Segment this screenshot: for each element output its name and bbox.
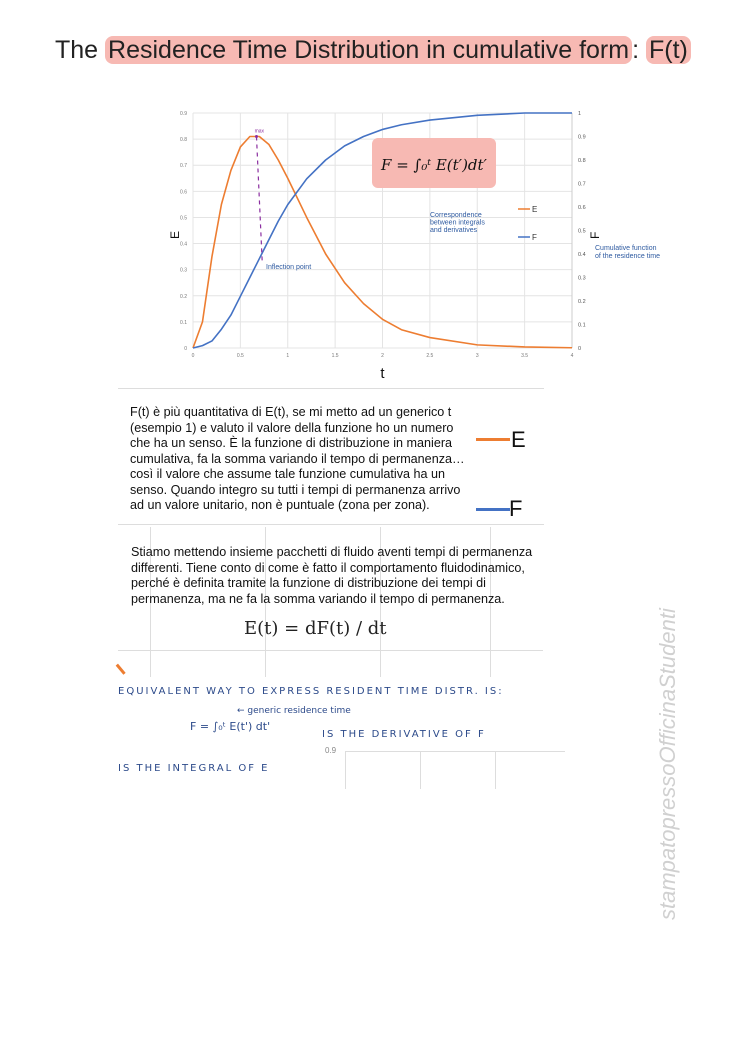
tick-label: 0.9	[325, 746, 337, 755]
handwritten-derivative: IS THE DERIVATIVE OF F	[322, 729, 486, 740]
handwritten-f-integral: F = ∫₀ᵗ E(t') dt'	[190, 720, 271, 733]
max-point	[255, 135, 258, 138]
correspondence-label: and derivatives	[430, 227, 478, 234]
paragraph-f-quantitative: F(t) è più quantitativa di E(t), se mi metto ad un generico t (esempio 1) e valuto il valore della funzione ho un numero che ha un senso. È la funzione di distribuzione in maniera cumulativa, fa la somma variando il tempo di permanenza… così il valore che assume tale funzione cumulativa ha un senso. Quando integro su tutti i tempi di permanenza arrivo ad un valore unitario, non è puntuale (zona per zona).	[130, 405, 465, 512]
y-right-tick-label: 0.4	[578, 252, 586, 258]
handwritten-e-derivative: E(t) = dF(t) / dt	[244, 618, 387, 639]
legend-F-label: F	[532, 233, 537, 242]
title-ft: F(t)	[646, 36, 691, 64]
x-tick-label: 0	[191, 353, 195, 359]
cumulative-label: Cumulative function	[595, 245, 657, 252]
y-left-tick-label: 0	[184, 346, 187, 352]
correspondence-label: Correspondence	[430, 212, 482, 219]
title-sep: :	[632, 36, 646, 64]
y-right-tick-label: 0	[578, 346, 582, 352]
legend-E-label: E	[532, 205, 538, 214]
y-right-tick-label: 0.3	[578, 275, 586, 282]
rtd-chart	[170, 100, 690, 390]
y-right-axis-label: F	[588, 231, 602, 239]
title-prefix: The	[55, 36, 106, 64]
y-right-tick-label: 0.8	[578, 158, 586, 164]
page-title	[55, 36, 691, 65]
legend-f-label: F	[509, 496, 523, 521]
y-left-tick-label: 0.5	[180, 215, 187, 222]
y-left-tick-label: 0.1	[180, 319, 187, 326]
watermark: stampatopressoOfficinaStudenti	[655, 608, 680, 920]
y-right-tick-label: 1	[578, 111, 582, 117]
legend-e-line	[476, 438, 510, 441]
y-left-tick-label: 0.3	[180, 267, 187, 274]
y-left-tick-label: 0.7	[180, 163, 187, 170]
x-axis-label: t	[380, 365, 385, 382]
paragraph-fluid-packets: Stiamo mettendo insieme pacchetti di fluido aventi tempi di permanenza differenti. Tiene conto di come è fatto il comportamento fluidodinamico, perché è definita tramite la funzione di distribuzione dei tempi di permanenza, ma ne fa la somma variando il tempo di permanenza.	[131, 545, 533, 606]
x-tick-label: 2	[381, 353, 384, 359]
y-left-tick-label: 0.2	[180, 293, 187, 300]
x-tick-label: 1	[286, 353, 290, 359]
title-highlight: Residence Time Distribution in cumulative form	[105, 36, 632, 64]
legend-e-label: E	[511, 427, 526, 452]
x-tick-label: 1.5	[331, 353, 339, 359]
handwritten-line1: EQUIVALENT WAY TO EXPRESS RESIDENT TIME DISTR. IS:	[118, 686, 504, 697]
x-tick-label: 4	[570, 353, 574, 359]
cumulative-label: of the residence time	[595, 253, 660, 260]
handwritten-integral: IS THE INTEGRAL OF E	[118, 763, 270, 774]
correspondence-label: between integrals	[430, 219, 485, 227]
y-right-tick-label: 0.6	[578, 205, 586, 211]
x-tick-label: 2.5	[426, 353, 434, 359]
y-right-tick-label: 0.9	[578, 134, 586, 141]
legend-f-line	[476, 508, 510, 511]
x-tick-label: 0.5	[236, 353, 244, 359]
formula-f-integral: F = ∫₀ᵗ E(t′)dt′	[381, 156, 487, 174]
inflection-dashed-line	[256, 137, 262, 262]
y-left-tick-label: 0.4	[180, 241, 187, 248]
y-left-tick-label: 0.8	[180, 137, 187, 144]
max-label: max	[254, 128, 265, 135]
inflection-label: Inflection point	[266, 264, 312, 271]
y-left-tick-label: 0.9	[180, 111, 187, 117]
y-right-tick-label: 0.1	[578, 322, 586, 329]
orange-mark	[116, 657, 134, 675]
y-left-tick-label: 0.6	[180, 189, 187, 196]
x-tick-label: 3	[475, 353, 479, 359]
y-right-tick-label: 0.5	[578, 228, 586, 235]
y-right-tick-label: 0.2	[578, 299, 586, 305]
y-right-tick-label: 0.7	[578, 181, 586, 188]
x-tick-label: 3.5	[521, 353, 529, 359]
handwritten-generic: ← generic residence time	[237, 706, 351, 716]
y-left-axis-label: E	[168, 230, 182, 239]
